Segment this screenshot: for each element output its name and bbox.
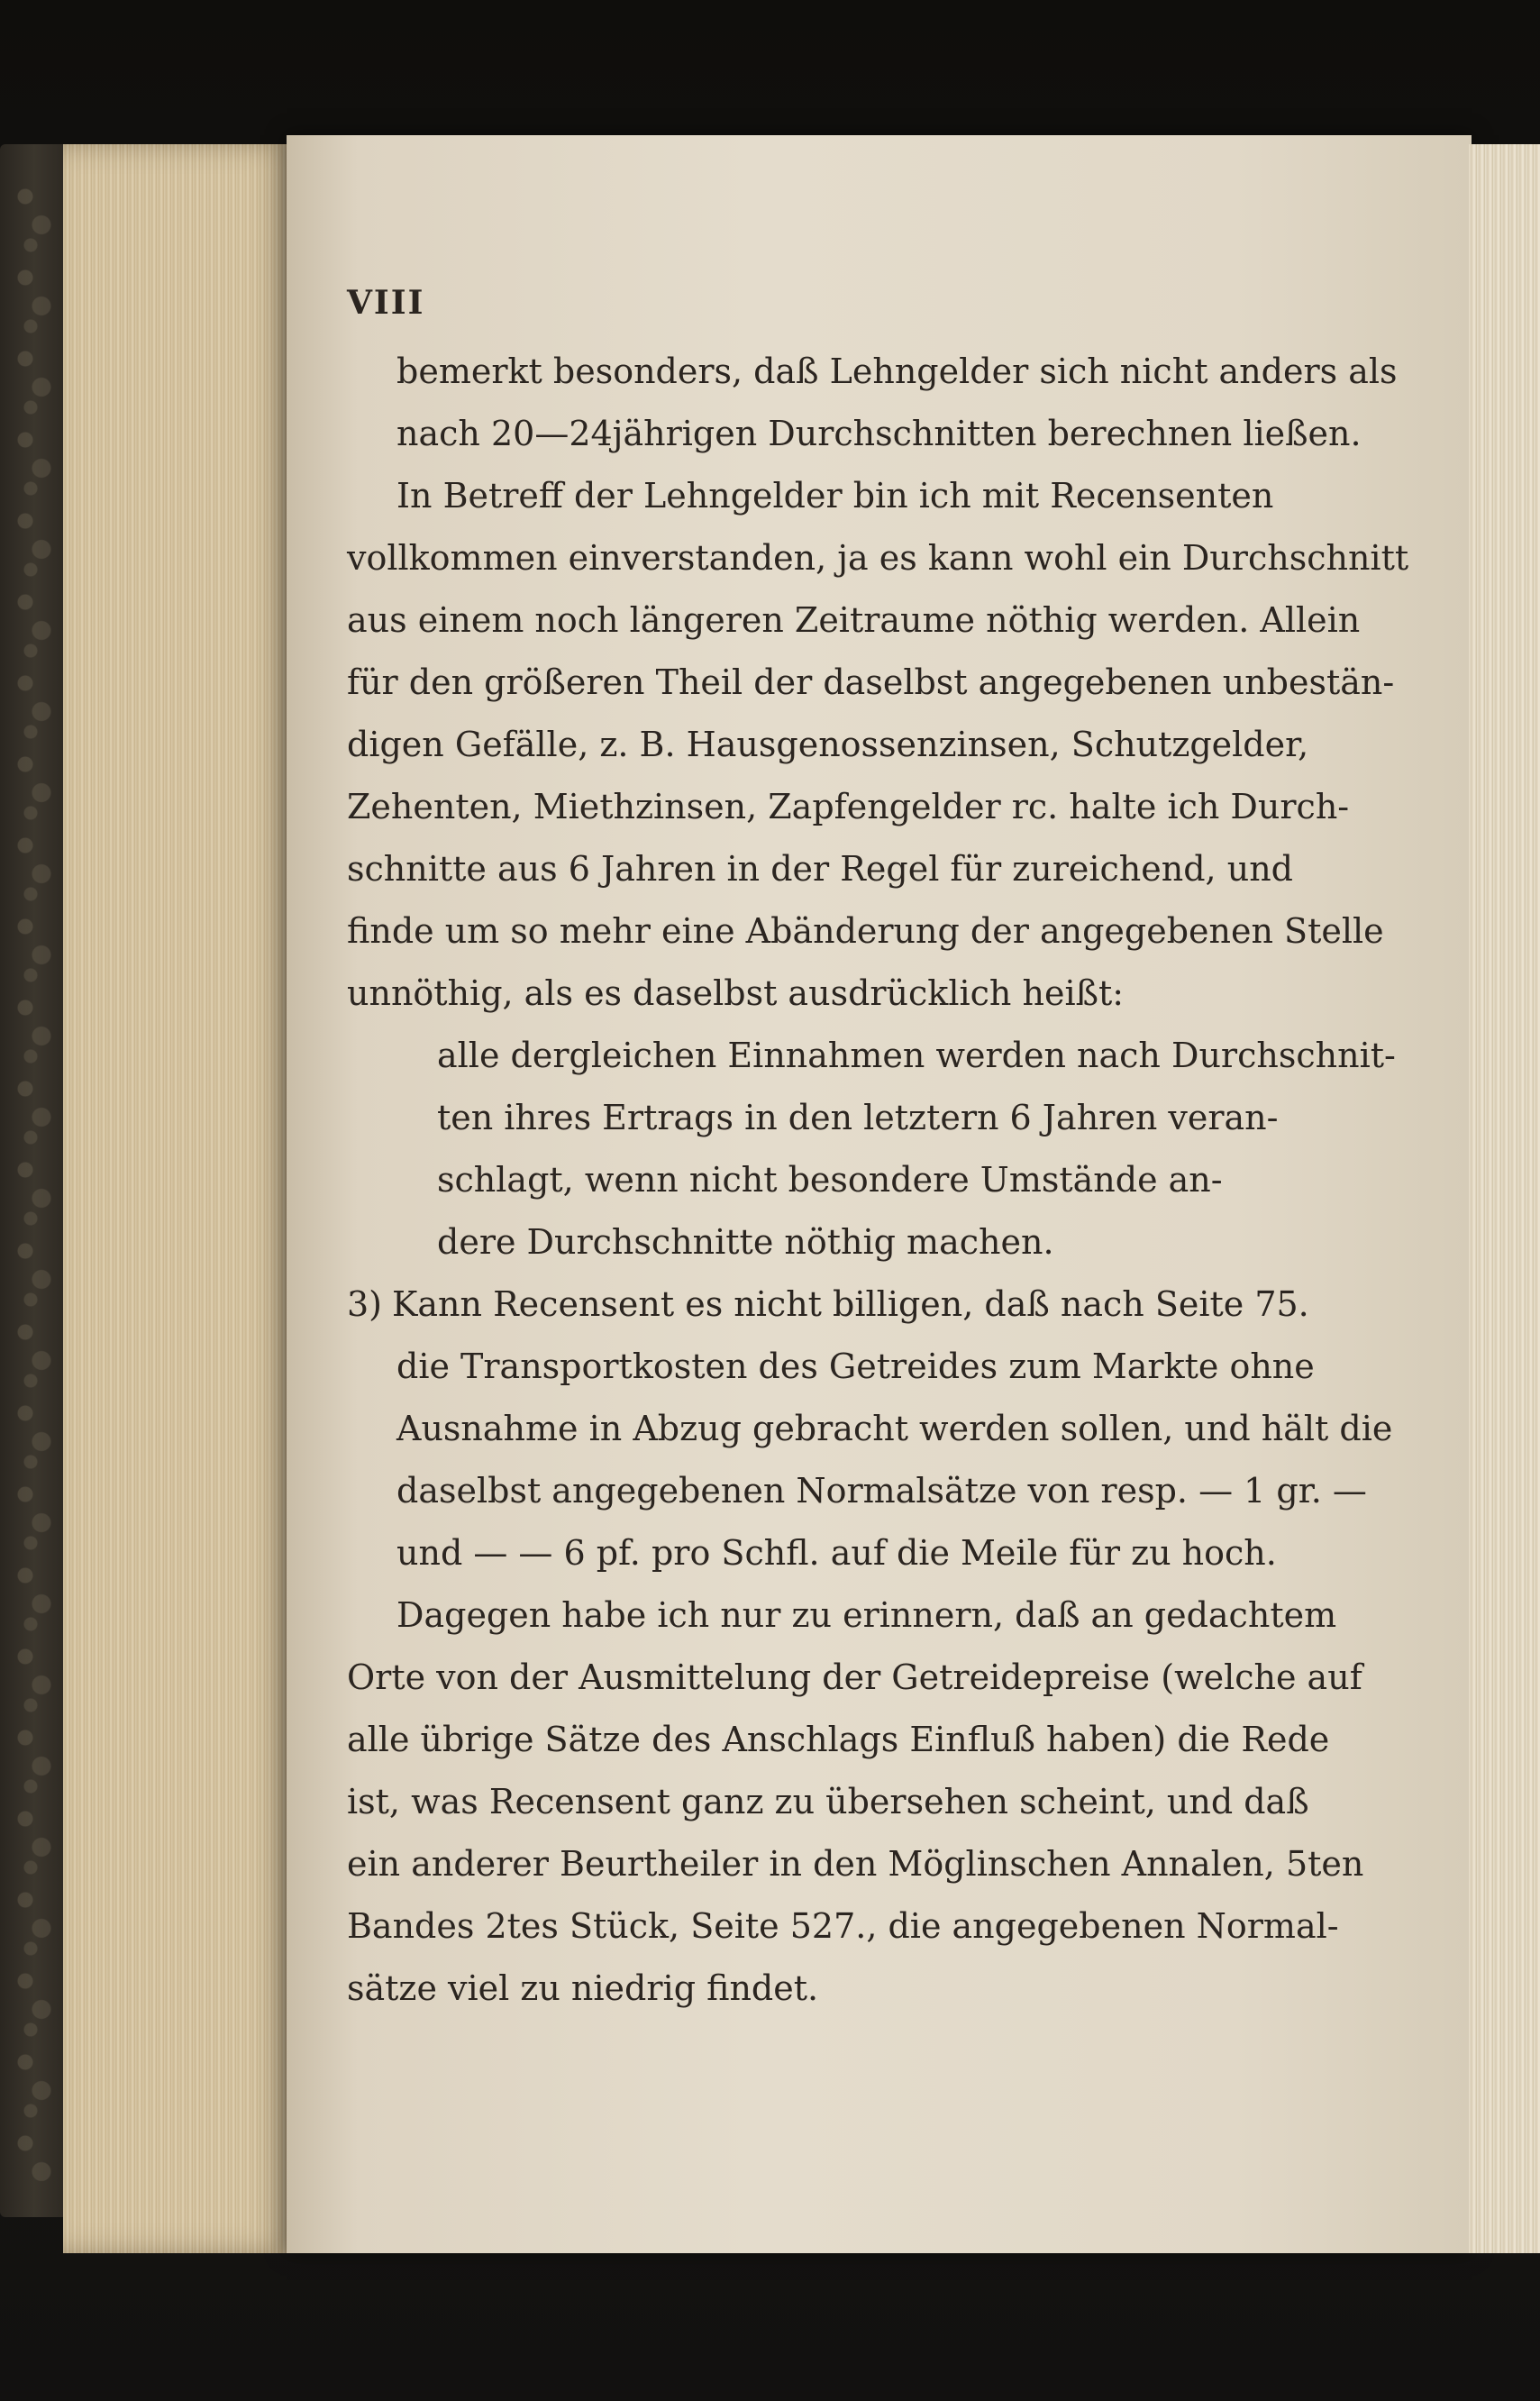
text-line: nach 20—24jährigen Durchschnitten berechnen ließen. <box>396 414 1362 453</box>
text-line: sätze viel zu niedrig findet. <box>347 1968 819 2008</box>
text-line: für den größeren Theil der daselbst angegebenen unbestän- <box>347 662 1395 702</box>
text-line: bemerkt besonders, daß Lehngelder sich nicht anders als <box>396 351 1398 391</box>
page-edges-right <box>1469 144 1540 2253</box>
quote-line: schlagt, wenn nicht besondere Umstände an- <box>437 1160 1223 1200</box>
page-text <box>347 341 1409 2020</box>
text-line: alle übrige Sätze des Anschlags Einfluß haben) die Rede <box>347 1720 1330 1759</box>
list-item-line: daselbst angegebenen Normalsätze von resp. — 1 gr. — <box>396 1471 1367 1511</box>
text-line: Orte von der Ausmittelung der Getreidepreise (welche auf <box>347 1657 1362 1697</box>
text-line: Kann Recensent es nicht billigen, daß nach Seite 75. <box>392 1284 1309 1324</box>
text-line: aus einem noch längeren Zeitraume nöthig werden. Allein <box>347 600 1361 640</box>
quote-line: alle dergleichen Einnahmen werden nach Durchschnit- <box>437 1036 1396 1075</box>
list-number: 3) <box>347 1284 383 1324</box>
text-line: unnöthig, als es daselbst ausdrücklich heißt: <box>347 973 1125 1013</box>
quote-line: ten ihres Ertrags in den letztern 6 Jahren veran- <box>437 1098 1279 1137</box>
text-line: Bandes 2tes Stück, Seite 527., die angegebenen Normal- <box>347 1906 1339 1946</box>
text-line: In Betreff der Lehngelder bin ich mit Recensenten <box>396 476 1274 516</box>
text-line: ist, was Recensent ganz zu übersehen scheint, und daß <box>347 1782 1309 1821</box>
page-edges-left <box>63 144 293 2253</box>
text-line: vollkommen einverstanden, ja es kann wohl ein Durchschnitt <box>347 538 1409 578</box>
text-line: schnitte aus 6 Jahren in der Regel für zureichend, und <box>347 849 1293 889</box>
text-line: digen Gefälle, z. B. Hausgenossenzinsen, Schutzgelder, <box>347 725 1309 764</box>
page-number: VIII <box>347 284 425 322</box>
list-item-line <box>347 1274 1392 1336</box>
list-item-line: Ausnahme in Abzug gebracht werden sollen, und hält die <box>396 1409 1393 1448</box>
quote-line: dere Durchschnitte nöthig machen. <box>437 1222 1054 1262</box>
list-item-line: die Transportkosten des Getreides zum Markte ohne <box>396 1347 1315 1386</box>
text-line: Zehenten, Miethzinsen, Zapfengelder rc. halte ich Durch- <box>347 787 1350 826</box>
text-line: finde um so mehr eine Abänderung der angegebenen Stelle <box>347 911 1384 951</box>
text-line: Dagegen habe ich nur zu erinnern, daß an gedachtem <box>396 1595 1337 1635</box>
list-item-line: und — — 6 pf. pro Schfl. auf die Meile für zu hoch. <box>396 1533 1277 1573</box>
text-line: ein anderer Beurtheiler in den Möglinschen Annalen, 5ten <box>347 1844 1364 1884</box>
